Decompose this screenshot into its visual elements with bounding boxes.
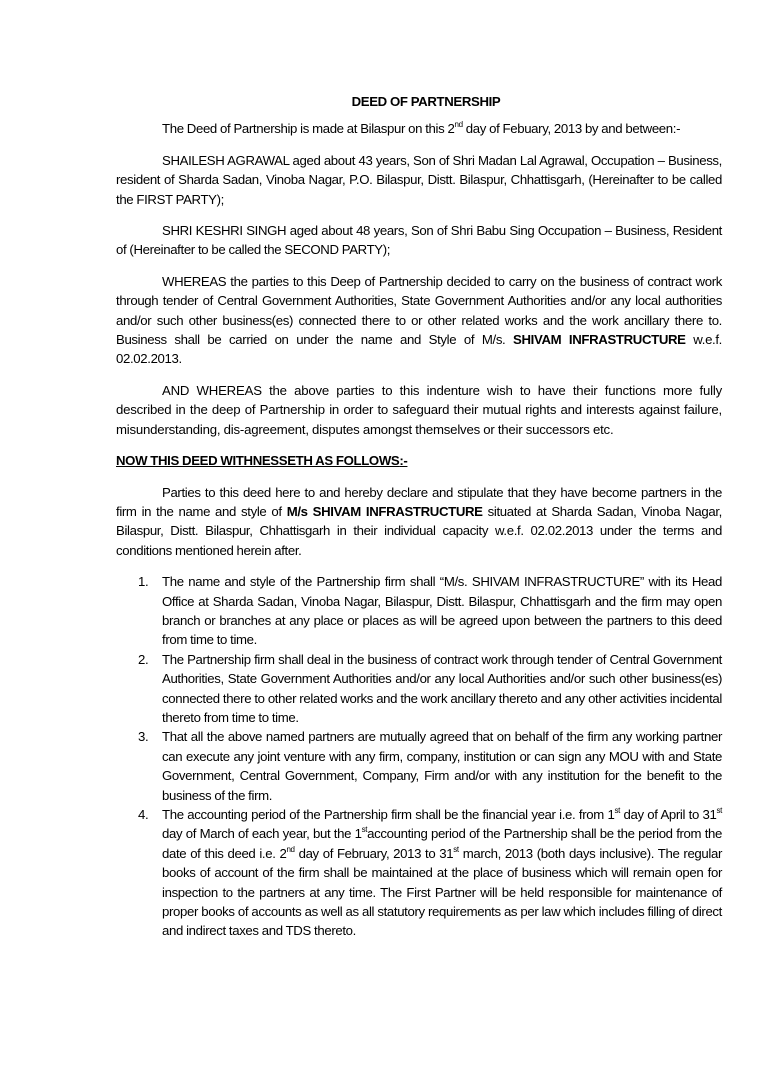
firm-name-bold: SHIVAM INFRASTRUCTURE xyxy=(513,332,686,348)
section-heading-tail: :- xyxy=(399,453,408,469)
clause-segment: day of February, 2013 to 31 xyxy=(294,845,454,861)
first-party-paragraph: SHAILESH AGRAWAL aged about 43 years, Son of Shri Madan Lal Agrawal, Occupation – Business, resident of Sharda Sadan, Vinoba Nagar, P.O. Bilaspur, Distt. Bilaspur, Chhattisgarh, (Hereinafter to be called the FIRST PARTY); xyxy=(116,152,722,207)
intro-text: The Deed of Partnership is made at Bilaspur on this 2 xyxy=(162,121,455,137)
list-item xyxy=(116,650,722,728)
whereas-text-end: w.e.f. 02.02.2013. xyxy=(116,332,722,367)
list-item xyxy=(116,572,722,650)
clause-segment: march, 2013 (both days inclusive). The regular books of account of the firm shall be maintained at the place of business which will remain open for inspection to the partners at any time. The First Partner will be held responsible for maintenance of proper books of accounts as well as all statutory requirements as per law which includes filling of direct and indirect taxes and TDS thereto. xyxy=(162,845,722,939)
clause-text: The Partnership firm shall deal in the business of contract work through tender of Central Government Authorities, State Government Authorities and/or any local Authorities and/or such other business(es) connected there to other related works and the work ancillary thereto and any other activities incidental thereto from time to time. xyxy=(162,651,722,725)
intro-superscript: nd xyxy=(454,120,463,130)
parties-declare-text-end: situated at Sharda Sadan, Vinoba Nagar, Bilaspur, Distt. Bilaspur, Chhattisgarh in their individual capacity w.e.f. 02.02.2013 under the terms and conditions mentioned herein after. xyxy=(116,503,722,558)
clause-superscript: st xyxy=(716,806,723,815)
clause-number: 4. xyxy=(138,807,149,822)
clauses-list xyxy=(116,572,722,941)
clause-number: 2. xyxy=(138,651,149,667)
whereas-text: WHEREAS the parties to this Deep of Partnership decided to carry on the business of contract work through tender of Central Government Authorities, State Government Authorities and/or any local authorities and/or such other business(es) connected there to or other related works and the work ancillary there to. Business shall be carried on under the name and Style of M/s. xyxy=(116,273,722,348)
clause-superscript: st xyxy=(614,806,620,815)
list-item xyxy=(116,805,722,941)
document-title: DEED OF PARTNERSHIP xyxy=(351,94,501,109)
clause-text: The name and style of the Partnership firm shall “M/s. SHIVAM INFRASTRUCTURE” with its Head Office at Sharda Sadan, Vinoba Nagar, Bilaspur, Distt. Bilaspur, Chhattisgarh and the firm may open branch or branches at any place or places as will be agreed upon between the partners to this deed from time to time. xyxy=(162,574,722,648)
clause-segment: day of March of each year, but the 1 xyxy=(162,826,362,842)
clause-superscript: st xyxy=(453,844,459,854)
clause-number: 1. xyxy=(138,574,149,590)
clause-text: That all the above named partners are mutually agreed that on behalf of the firm any working partner can execute any joint venture with any firm, company, institution or can sign any MOU with and State Government, Central Government, Company, Firm and/or with any institution for the benefit to the business of the firm. xyxy=(162,729,722,803)
firm-name-bold-2: M/s SHIVAM INFRASTRUCTURE xyxy=(286,503,483,519)
intro-text-end: day of Febuary, 2013 by and between:- xyxy=(462,121,681,137)
clause-segment: The accounting period of the Partnership firm shall be the financial year i.e. from 1 xyxy=(162,807,615,822)
and-whereas-paragraph: AND WHEREAS the above parties to this indenture wish to have their functions more fully described in the deep of Partnership in order to safeguard their mutual rights and interests against failure, misunderstanding, dis-agreement, disputes amongst themselves or their successors etc. xyxy=(116,382,722,437)
intro-paragraph xyxy=(116,119,722,138)
parties-declare-text: Parties to this deed here to and hereby declare and stipulate that they have become partners in the firm in the name and style of xyxy=(116,484,722,519)
list-item xyxy=(116,727,722,805)
clause-segment: accounting period of the Partnership shall be the period from the date of this deed i.e. 2 xyxy=(162,826,722,861)
clause-text xyxy=(162,807,722,938)
section-heading xyxy=(116,451,722,470)
section-heading-text: NOW THIS DEED WITHNESSETH AS FOLLOWS xyxy=(116,453,400,469)
second-party-paragraph: SHRI KESHRI SINGH aged about 48 years, Son of Shri Babu Sing Occupation – Business, Resident of (Hereinafter to be called the SECOND PARTY); xyxy=(116,223,722,258)
clause-segment: day of April to 31 xyxy=(619,807,717,822)
clause-superscript: st xyxy=(361,825,368,835)
whereas-paragraph xyxy=(116,272,722,369)
document-page xyxy=(116,92,722,941)
parties-declare-paragraph xyxy=(116,483,722,561)
clause-superscript: nd xyxy=(286,844,295,854)
clause-number: 3. xyxy=(138,729,149,745)
